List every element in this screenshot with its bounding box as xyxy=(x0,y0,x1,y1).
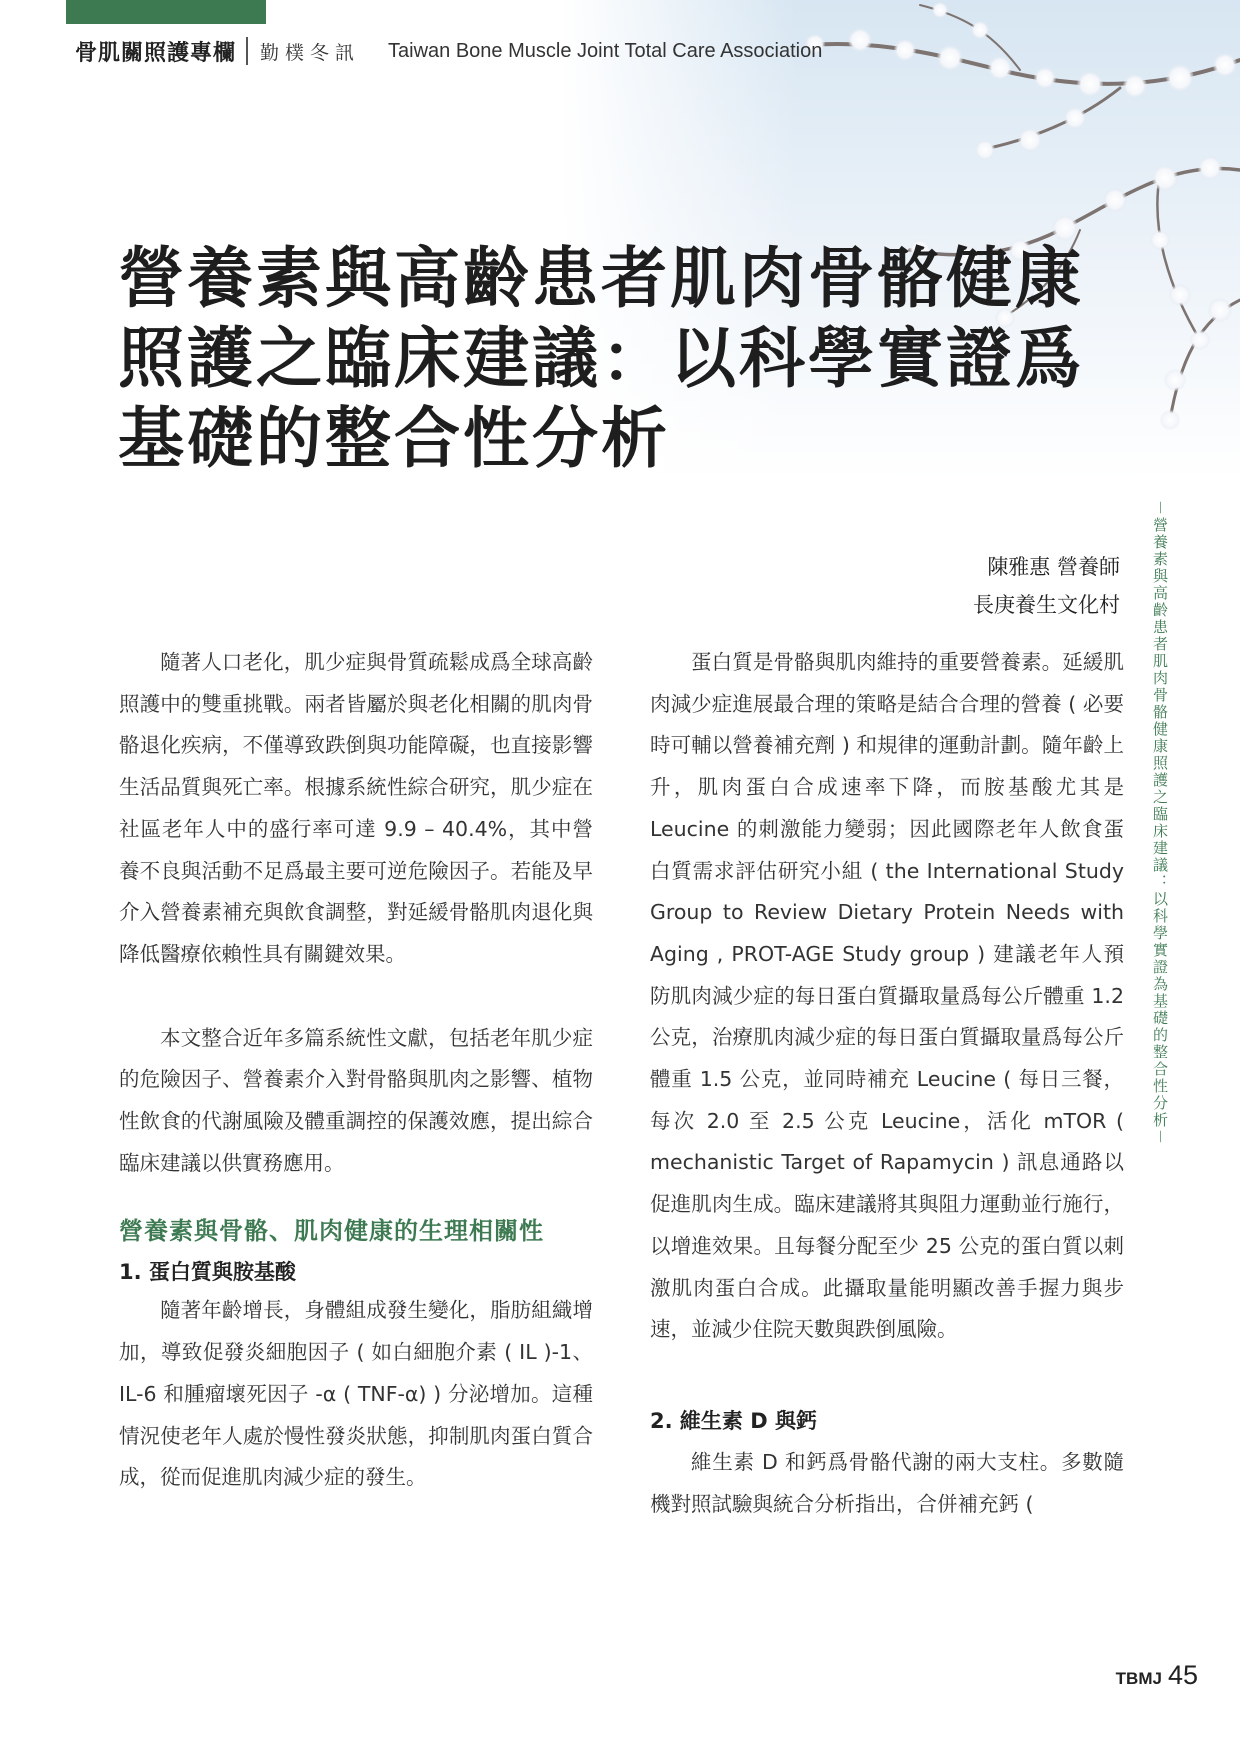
side-title-banner xyxy=(1148,500,1172,1146)
author-name: 陳雅惠 營養師 xyxy=(987,555,1120,579)
subheading-vitamin-d: 2. 維生素 D 與鈣 xyxy=(650,1408,817,1433)
running-header xyxy=(75,36,822,66)
association-name: Taiwan Bone Muscle Joint Total Care Association xyxy=(388,39,823,62)
vitamin-d-paragraph: 維生素 D 和鈣爲骨骼代謝的兩大支柱。多數隨機對照試驗與統合分析指出，合併補充鈣 ( xyxy=(650,1449,1124,1516)
side-title-text: －營養素與高齡患者肌肉骨骼健康照護之臨床建議：以科學實證為基礎的整合性分析－ xyxy=(1151,500,1169,1147)
section-heading: 營養素與骨骼、肌肉健康的生理相關性 xyxy=(119,1216,544,1246)
protein-detail-paragraph: 蛋白質是骨骼與肌肉維持的重要營養素。延緩肌肉減少症進展最合理的策略是結合合理的營養 ( 必要時可輔以營養補充劑 ) 和規律的運動計劃。隨年齡上升，肌肉蛋白合成速率下降，而胺基酸尤其是 Leucine 的刺激能力變弱；因此國際老年人飲食蛋白質需求評估研究小組 ( the International Study Group to Review Dietary Protein Needs with Aging , PROT-AGE Study group ) 建議老年人預防肌肉減少症的每日蛋白質攝取量爲每公斤體重 1.2 公克，治療肌肉減少症的每日蛋白質攝取量爲每公斤體重 1.5 公克，並同時補充 Leucine ( 每日三餐，每次 2.0 至 2.5 公克 Leucine，活化 mTOR ( mechanistic Target of Rapamycin ) 訊息通路以促進肌肉生成。臨床建議將其與阻力運動並行施行，以增進效果。且每餐分配至少 25 公克的蛋白質以刺激肌肉蛋白合成。此攝取量能明顯改善手握力與步速，並減少住院天數與跌倒風險。 xyxy=(650,650,1124,1342)
header-accent-bar xyxy=(66,0,266,24)
scope-paragraph: 本文整合近年多篇系統性文獻，包括老年肌少症的危險因子、營養素介入對骨骼與肌肉之影響、植物性飲食的代謝風險及體重調控的保護效應，提出綜合臨床建議以供實務應用。 xyxy=(119,1025,593,1175)
page-number: 45 xyxy=(1167,1660,1198,1690)
newsletter-name: 勤樸冬訊 xyxy=(260,41,361,64)
journal-abbrev: TBMJ xyxy=(1115,1669,1162,1688)
protein-paragraph: 隨著年齡增長，身體組成發生變化，脂肪組織增加，導致促發炎細胞因子 ( 如白細胞介素 ( IL )-1、IL-6 和腫瘤壞死因子 -α ( TNF-α) ) 分泌增加。這種情況使老年人處於慢性發炎狀態，抑制肌肉蛋白質合成，從而促進肌肉減少症的發生。 xyxy=(119,1298,593,1490)
author-block xyxy=(973,548,1120,624)
column-name: 骨肌關照護專欄 xyxy=(75,40,237,66)
left-column xyxy=(119,642,593,1499)
page-footer xyxy=(1116,1660,1198,1691)
paragraph-gap xyxy=(119,976,593,1018)
right-column xyxy=(650,642,1124,1525)
article-title xyxy=(118,238,1118,478)
author-affiliation: 長庚養生文化村 xyxy=(973,593,1120,617)
paragraph-gap xyxy=(650,1351,1124,1393)
title-line-2: 照護之臨床建議：以科學實證爲 xyxy=(118,319,1084,397)
title-line-3: 基礎的整合性分析 xyxy=(118,399,670,477)
intro-paragraph: 隨著人口老化，肌少症與骨質疏鬆成爲全球高齡照護中的雙重挑戰。兩者皆屬於與老化相關的肌肉骨骼退化疾病，不僅導致跌倒與功能障礙，也直接影響生活品質與死亡率。根據系統性綜合研究，肌少症在社區老年人中的盛行率可達 9.9 – 40.4%，其中營養不良與活動不足爲最主要可逆危險因子。若能及早介入營養素補充與飲食調整，對延緩骨骼肌肉退化與降低醫療依賴性具有關鍵效果。 xyxy=(119,650,593,966)
header-divider xyxy=(246,37,248,65)
subheading-protein: 1. 蛋白質與胺基酸 xyxy=(119,1260,296,1285)
title-line-1: 營養素與高齡患者肌肉骨骼健康 xyxy=(118,239,1084,317)
